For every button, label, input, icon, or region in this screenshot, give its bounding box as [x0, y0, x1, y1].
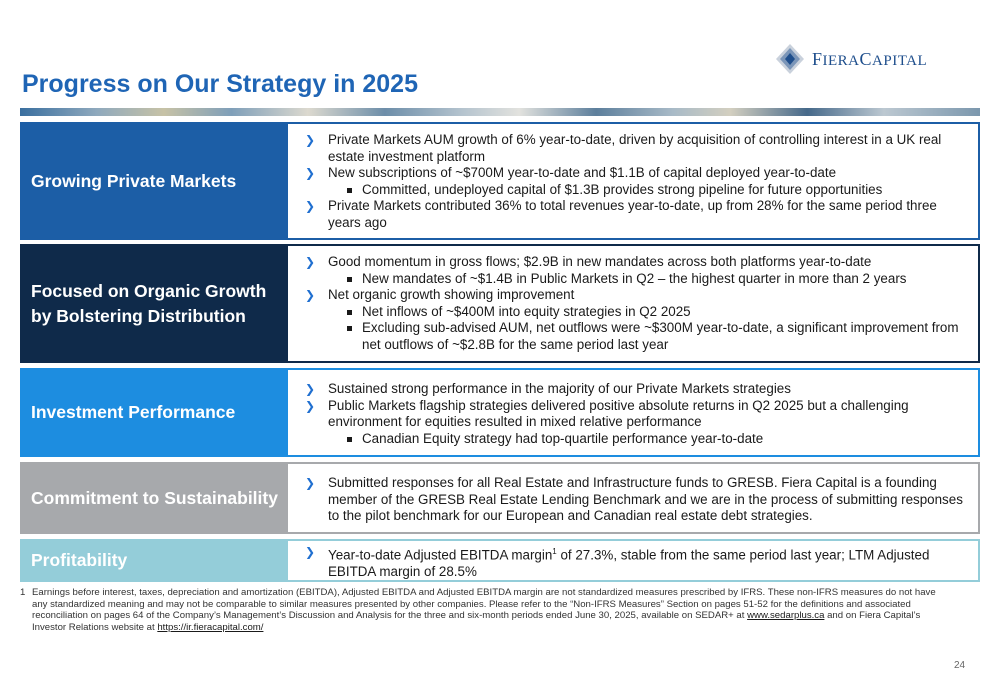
- bullet-secondary: Excluding sub-advised AUM, net outflows were ~$300M year-to-date, a significant improvement from net outflows of ~$2.8B for the same period last year: [300, 320, 970, 353]
- sedar-link[interactable]: www.sedarplus.ca: [747, 610, 825, 622]
- row-label: Focused on Organic Growth by Bolstering Distribution: [22, 246, 288, 361]
- bullet-secondary: New mandates of ~$1.4B in Public Markets in Q2 – the highest quarter in more than 2 years: [300, 271, 970, 288]
- row-content: [300, 381, 970, 447]
- bullet-primary: ❯ Private Markets contributed 36% to total revenues year-to-date, up from 28% for the same period three years ago: [300, 198, 970, 231]
- row-content: [300, 132, 970, 232]
- row-growing-private-markets: [20, 122, 980, 240]
- footnote: 1 Earnings before interest, taxes, depreciation and amortization (EBITDA), Adjusted EBITDA and Adjusted EBITDA margin are not standardized measures prescribed by IFRS. These non-IFRS measures do not have any standardized meaning and may not be comparable to similar measures presented by other companies. Please refer to the “Non-IFRS Measures” Section on pages 51-52 for the definitions and associated reconciliation on pages 64 of the Company’s Management’s Discussion and Analysis for the three and six-month periods ended June 30, 2025, available on SEDAR+ at www.sedarplus.ca and on Fiera Capital’s Investor Relations website at https://ir.fieracapital.com/: [20, 587, 936, 633]
- bullet-primary: ❯ Net organic growth showing improvement: [300, 287, 970, 304]
- bullet-primary: ❯ Private Markets AUM growth of 6% year-to-date, driven by acquisition of controlling interest in a UK real estate investment platform: [300, 132, 970, 165]
- row-content: [300, 475, 970, 525]
- investor-relations-link[interactable]: https://ir.fieracapital.com/: [157, 621, 264, 633]
- logo-diamond-icon: [776, 44, 810, 74]
- row-profitability: [20, 539, 980, 582]
- row-label: Profitability: [22, 541, 288, 580]
- bullet-primary: ❯ Submitted responses for all Real Estate and Infrastructure funds to GRESB. Fiera Capital is a founding member of the GRESB Real Estate Lending Benchmark and we are in the process of submitting responses to the pilot benchmark for our European and Canadian real estate debt strategies.: [300, 475, 970, 525]
- row-investment-performance: [20, 368, 980, 457]
- row-label: Growing Private Markets: [22, 124, 288, 238]
- logo-wordmark: FIERACAPITAL: [812, 49, 928, 69]
- footnote-number: 1: [20, 587, 26, 598]
- bullet-primary: ❯ Good momentum in gross flows; $2.9B in new mandates across both platforms year-to-date: [300, 254, 970, 271]
- bullet-secondary: Committed, undeployed capital of $1.3B provides strong pipeline for future opportunities: [300, 182, 970, 199]
- page-title: Progress on Our Strategy in 2025: [22, 70, 418, 98]
- page-number: 24: [954, 660, 966, 671]
- bullet-primary: ❯ Public Markets flagship strategies delivered positive absolute returns in Q2 2025 but a challenging environment for equities resulted in mixed relative performance: [300, 398, 970, 431]
- bullet-primary: ❯ Year-to-date Adjusted EBITDA margin$^1$ of 27.3%, stable from the same period last year; LTM Adjusted EBITDA margin of 28.5%: [300, 544, 970, 581]
- bullet-primary: ❯ Sustained strong performance in the majority of our Private Markets strategies: [300, 381, 970, 398]
- row-label: Commitment to Sustainability: [22, 464, 288, 532]
- row-content: [300, 254, 970, 354]
- decorative-photo-band: [20, 108, 980, 116]
- row-sustainability: [20, 462, 980, 534]
- row-label: Investment Performance: [22, 370, 288, 455]
- bullet-secondary: Net inflows of ~$400M into equity strategies in Q2 2025: [300, 304, 970, 321]
- company-logo[interactable]: [776, 44, 966, 74]
- row-organic-growth: [20, 244, 980, 363]
- row-content: [300, 544, 970, 581]
- footnote-ref: 1: [552, 547, 557, 556]
- bullet-primary: ❯ New subscriptions of ~$700M year-to-date and $1.1B of capital deployed year-to-date: [300, 165, 970, 182]
- bullet-secondary: Canadian Equity strategy had top-quartile performance year-to-date: [300, 431, 970, 448]
